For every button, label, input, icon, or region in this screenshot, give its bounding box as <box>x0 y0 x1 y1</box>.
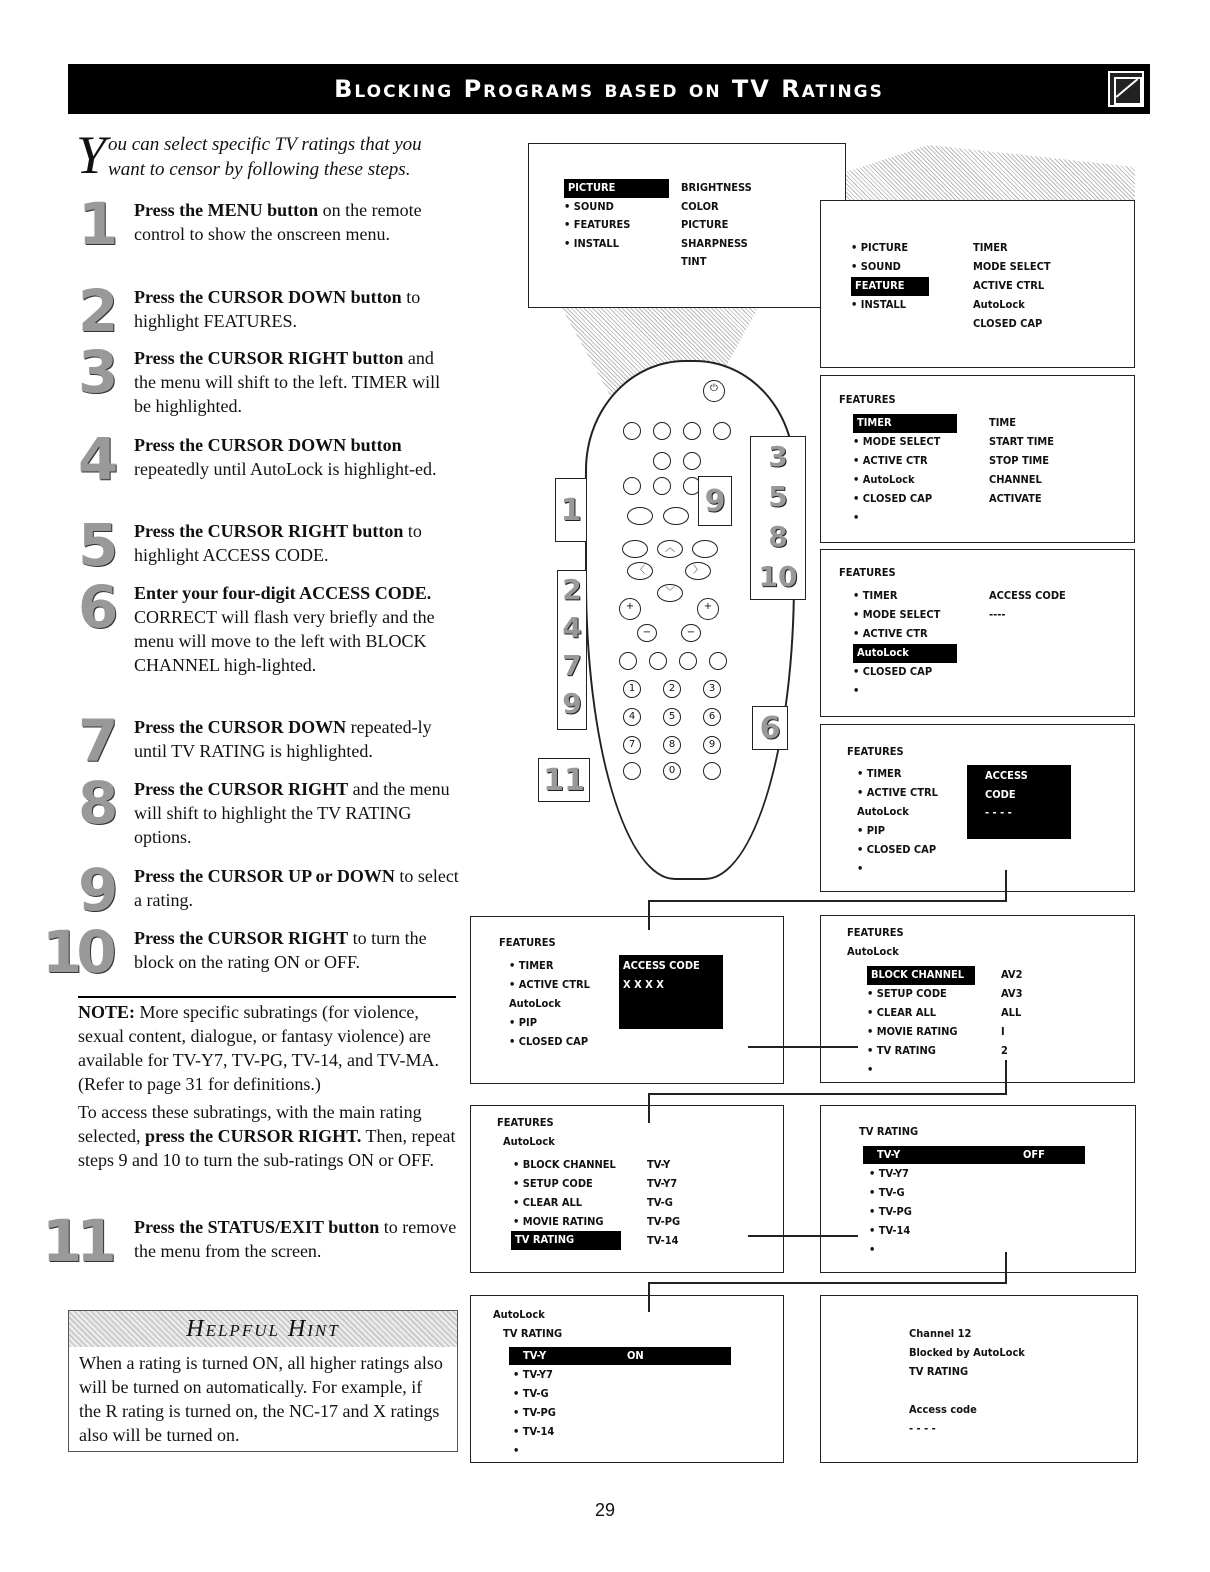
remote-button[interactable] <box>623 477 641 495</box>
note-label: NOTE: <box>78 1002 136 1022</box>
step-9 <box>70 856 460 924</box>
menu-item: • <box>513 1444 520 1457</box>
menu-option: AutoLock <box>973 298 1025 311</box>
step-number: 4 <box>78 425 119 493</box>
menu-item: • INSTALL <box>851 298 907 311</box>
callout-step: 7 <box>562 649 582 682</box>
step-7 <box>70 707 460 775</box>
menu-subtitle: AutoLock <box>503 1135 555 1148</box>
status-exit-button[interactable] <box>623 762 641 780</box>
step-detail: to remove the menu from the screen. <box>134 1217 457 1261</box>
menu-item: • FEATURES <box>564 218 631 231</box>
callout-step: 4 <box>562 611 582 644</box>
menu-item: • <box>857 862 864 875</box>
remote-button[interactable] <box>703 762 721 780</box>
menu-title: FEATURES <box>847 745 904 758</box>
helpful-hint-box <box>68 1310 458 1452</box>
menu-item: • <box>867 1063 874 1076</box>
step-instruction: Press the STATUS/EXIT button <box>134 1217 380 1237</box>
note-paragraph <box>78 996 456 1096</box>
step-2 <box>70 277 460 345</box>
menu-highlight: AutoLock <box>853 644 957 663</box>
callout-step: 2 <box>562 573 582 606</box>
menu-item: • TV RATING <box>867 1044 936 1057</box>
menu-item: • MODE SELECT <box>853 435 941 448</box>
menu-option: CLOSED CAP <box>973 317 1043 330</box>
menu-option: 2 <box>1001 1044 1008 1057</box>
menu-title: AutoLock <box>493 1308 545 1321</box>
step-instruction: Press the CURSOR RIGHT <box>134 928 349 948</box>
step-detail: repeatedly until AutoLock is highlight-ed. <box>134 459 437 479</box>
callout-step: 3 <box>768 440 788 473</box>
menu-item: • ACTIVE CTR <box>853 627 928 640</box>
menu-option: TV-G <box>647 1196 673 1209</box>
menu-option: AV3 <box>1001 987 1023 1000</box>
menu-item: • CLOSED CAP <box>853 665 933 678</box>
menu-item: • SOUND <box>564 200 614 213</box>
menu-item: • CLEAR ALL <box>513 1196 583 1209</box>
step-instruction: Press the CURSOR DOWN <box>134 717 347 737</box>
step-detail: to highlight ACCESS CODE. <box>134 521 422 565</box>
remote-button[interactable] <box>683 452 701 470</box>
callout-steps-right <box>750 436 806 600</box>
step-instruction: Press the CURSOR RIGHT button <box>134 521 404 541</box>
channel-down-button[interactable]: − <box>681 624 701 642</box>
cursor-up-button[interactable]: ︿ <box>657 540 683 558</box>
callout-steps-left <box>557 570 587 730</box>
banner-title: Blocking Programs based on TV Ratings <box>334 75 884 103</box>
blocked-rating-text: TV RATING <box>909 1365 969 1378</box>
digit-6-button[interactable]: 6 <box>703 708 721 726</box>
connector-line <box>1005 870 1007 902</box>
menu-option: ALL <box>1001 1006 1022 1019</box>
digit-9-button[interactable]: 9 <box>703 736 721 754</box>
menu-option: TINT <box>681 255 707 268</box>
digit-7-button[interactable]: 7 <box>623 736 641 754</box>
menu-highlight: TIMER <box>853 414 957 433</box>
menu-item: AutoLock <box>857 805 909 818</box>
rating-highlight: TV-Y <box>523 1349 547 1362</box>
connector-line <box>748 1046 858 1048</box>
channel-button[interactable] <box>663 507 689 525</box>
page-number: 29 <box>594 1500 616 1520</box>
menu-item: • INSTALL <box>564 237 620 250</box>
menu-item: • ACTIVE CTR <box>853 454 928 467</box>
connector-line <box>1005 1252 1007 1284</box>
note-text: More specific subratings (for violence, sexual content, dialogue, or fantasy violence) are available for TV-Y7, TV-PG, TV-14, and TV-MA. (Refer to page 31 for definitions.) <box>78 1002 439 1094</box>
step-number: 3 <box>78 338 119 406</box>
step-detail: repeated-ly until TV RATING is highlighted. <box>134 717 432 761</box>
menu-highlight: PICTURE <box>564 179 669 198</box>
menu-screen-access-code-empty <box>820 724 1135 892</box>
menu-item: • TV-G <box>513 1387 549 1400</box>
menu-item: • <box>853 684 860 697</box>
step-instruction: Press the CURSOR RIGHT <box>134 779 349 799</box>
menu-highlight: TV RATING <box>511 1231 621 1250</box>
rating-highlight-row <box>863 1146 1085 1164</box>
access-code-label: Access code <box>909 1403 977 1416</box>
subratings-paragraph <box>78 1100 456 1172</box>
menu-subtitle: AutoLock <box>847 945 899 958</box>
menu-screen-tv-rating-select <box>470 1105 784 1273</box>
menu-item: • SETUP CODE <box>513 1177 593 1190</box>
menu-item: • MOVIE RATING <box>513 1215 604 1228</box>
menu-screen-timer <box>820 375 1135 543</box>
remote-button[interactable] <box>653 422 671 440</box>
step-number: 10 <box>42 918 111 986</box>
step-1 <box>70 190 460 258</box>
connector-line <box>648 1282 1007 1284</box>
remote-button[interactable] <box>653 477 671 495</box>
step-detail: to select a rating. <box>134 866 459 910</box>
menu-item: • TIMER <box>857 767 902 780</box>
digit-2-button[interactable]: 2 <box>663 680 681 698</box>
intro-dropcap: Y <box>76 125 107 185</box>
menu-option: MODE SELECT <box>973 260 1051 273</box>
digit-8-button[interactable]: 8 <box>663 736 681 754</box>
menu-option: ACCESS CODE <box>989 589 1066 602</box>
rating-highlight-row <box>509 1347 731 1365</box>
menu-item: • TV-14 <box>513 1425 555 1438</box>
menu-item: • MOVIE RATING <box>867 1025 958 1038</box>
menu-screen-main <box>528 143 846 308</box>
connector-line <box>1005 1060 1007 1095</box>
access-code-value: - - - - <box>909 1422 936 1435</box>
step-8 <box>70 769 460 849</box>
menu-item: • TV-Y7 <box>869 1167 909 1180</box>
callout-step: 9 <box>562 687 582 720</box>
menu-option: STOP TIME <box>989 454 1050 467</box>
access-code-box <box>967 765 1071 839</box>
menu-option: TV-Y7 <box>647 1177 678 1190</box>
callout-step: 5 <box>768 480 788 513</box>
step-instruction: Press the CURSOR RIGHT button <box>134 348 404 368</box>
step-number: 9 <box>78 856 119 924</box>
menu-item: • MODE SELECT <box>853 608 941 621</box>
digit-0-button[interactable]: 0 <box>663 762 681 780</box>
connector-line <box>748 1235 858 1237</box>
cursor-right-button[interactable]: 〉 <box>685 562 711 580</box>
menu-option: TV-PG <box>647 1215 681 1228</box>
connector-line <box>648 900 650 930</box>
menu-option: SHARPNESS <box>681 237 748 250</box>
menu-item: • <box>853 511 860 524</box>
menu-option: AV2 <box>1001 968 1023 981</box>
remote-button[interactable] <box>623 422 641 440</box>
menu-item: • BLOCK CHANNEL <box>513 1158 616 1171</box>
callout-step: 8 <box>768 520 788 553</box>
menu-option: TIME <box>989 416 1017 429</box>
menu-option: START TIME <box>989 435 1055 448</box>
menu-item: • TV-Y7 <box>513 1368 553 1381</box>
remote-button[interactable] <box>713 422 731 440</box>
menu-screen-tv-rating-on <box>470 1295 784 1463</box>
remote-button[interactable] <box>683 422 701 440</box>
remote-button[interactable] <box>679 652 697 670</box>
rating-highlight: TV-Y <box>877 1148 901 1161</box>
step-number: 8 <box>78 769 119 837</box>
blocked-channel-text: Channel 12 <box>909 1327 972 1340</box>
step-number: 2 <box>78 277 119 345</box>
digit-1-button[interactable]: 1 <box>623 680 641 698</box>
menu-option: TV-14 <box>647 1234 679 1247</box>
callout-step: 6 <box>752 706 788 750</box>
step-detail: on the remote control to show the onscreen menu. <box>134 200 422 244</box>
intro-text: ou can select specific TV ratings that you want to censor by following these steps. <box>108 134 422 180</box>
menu-option: ACTIVE CTRL <box>973 279 1045 292</box>
menu-item: • ACTIVE CTRL <box>509 978 590 991</box>
step-detail: CORRECT will flash very briefly and the menu will move to the left with BLOCK CHANNEL high-lighted. <box>134 607 435 675</box>
callout-step: 1 <box>555 478 587 542</box>
menu-item: • PIP <box>857 824 885 837</box>
menu-title: FEATURES <box>839 393 896 406</box>
blocked-by-text: Blocked by AutoLock <box>909 1346 1025 1359</box>
step-5 <box>70 511 460 579</box>
digit-4-button[interactable]: 4 <box>623 708 641 726</box>
cursor-down-button[interactable]: ﹀ <box>657 584 683 602</box>
menu-option: CHANNEL <box>989 473 1042 486</box>
access-code-value: X X X X <box>623 977 664 991</box>
step-4 <box>70 425 460 493</box>
menu-title: FEATURES <box>499 936 556 949</box>
menu-title: FEATURES <box>847 926 904 939</box>
connector-line <box>648 1282 650 1312</box>
menu-item: • PICTURE <box>851 241 909 254</box>
volume-down-button[interactable]: − <box>637 624 657 642</box>
step-number: 1 <box>78 190 119 258</box>
menu-item: • SOUND <box>851 260 901 273</box>
page-banner <box>68 64 1150 114</box>
menu-option: ---- <box>989 608 1006 621</box>
menu-item: • AutoLock <box>853 473 915 486</box>
subratings-text-end: Then, repeat steps 9 and 10 to turn the sub-ratings ON or OFF. <box>78 1126 456 1170</box>
subratings-text: To access these subratings, with the main rating selected, <box>78 1102 422 1146</box>
channel-up-button[interactable]: + <box>697 598 719 620</box>
menu-option: COLOR <box>681 200 719 213</box>
menu-item: • <box>869 1243 876 1256</box>
menu-item: • CLOSED CAP <box>853 492 933 505</box>
menu-item: • CLOSED CAP <box>857 843 937 856</box>
remote-button[interactable] <box>709 652 727 670</box>
menu-option: TIMER <box>973 241 1008 254</box>
menu-screen-block-channel <box>820 915 1135 1083</box>
menu-item: AutoLock <box>509 997 561 1010</box>
step-instruction: Enter your four-digit ACCESS CODE. <box>134 583 432 603</box>
menu-item: • CLOSED CAP <box>509 1035 589 1048</box>
menu-title: FEATURES <box>497 1116 554 1129</box>
subratings-bold: press the CURSOR RIGHT. <box>144 1126 362 1146</box>
step-11 <box>42 1207 460 1275</box>
hint-text: When a rating is turned ON, all higher ratings also will be turned on automatically. For example, if the R rating is turned on, the NC-17 and X ratings also will be turned on. <box>79 1353 443 1445</box>
menu-item: • TIMER <box>509 959 554 972</box>
step-3 <box>70 338 460 418</box>
rating-status: OFF <box>1023 1148 1045 1161</box>
digit-5-button[interactable]: 5 <box>663 708 681 726</box>
menu-item: • CLEAR ALL <box>867 1006 937 1019</box>
step-number: 5 <box>78 511 119 579</box>
step-detail: to turn the block on the rating ON or OFF. <box>134 928 427 972</box>
connector-line <box>648 900 1007 902</box>
step-instruction: Press the MENU button <box>134 200 319 220</box>
menu-item: • SETUP CODE <box>867 987 947 1000</box>
connector-line <box>648 1093 650 1123</box>
menu-item: • TV-PG <box>513 1406 556 1419</box>
menu-item: • PIP <box>509 1016 537 1029</box>
access-code-title: ACCESS CODE <box>623 959 700 972</box>
menu-screen-access-code-entered <box>470 916 784 1084</box>
menu-title: TV RATING <box>859 1125 919 1138</box>
connector-line <box>648 1093 1007 1095</box>
step-number: 7 <box>78 707 119 775</box>
menu-item: • TV-G <box>869 1186 905 1199</box>
menu-highlight: BLOCK CHANNEL <box>867 966 975 985</box>
sound-button[interactable] <box>627 507 653 525</box>
menu-option: BRIGHTNESS <box>681 181 752 194</box>
cursor-left-button[interactable]: 〈 <box>627 562 653 580</box>
step-instruction: Press the CURSOR DOWN button <box>134 287 402 307</box>
menu-option: PICTURE <box>681 218 729 231</box>
step-detail: and the menu will shift to the left. TIMER will be highlighted. <box>134 348 441 416</box>
remote-button[interactable] <box>649 652 667 670</box>
access-code-title: ACCESS CODE <box>985 769 1028 801</box>
step-detail: to highlight FEATURES. <box>134 287 421 331</box>
callout-step: 9 <box>698 476 732 526</box>
step-number: 6 <box>78 573 119 641</box>
menu-screen-autolock <box>820 549 1135 717</box>
remote-button[interactable] <box>619 652 637 670</box>
step-6 <box>70 573 460 677</box>
menu-highlight: FEATURE <box>851 277 929 296</box>
volume-up-button[interactable]: + <box>619 598 641 620</box>
menu-item: • ACTIVE CTRL <box>857 786 938 799</box>
access-code-value: - - - - <box>985 806 1012 819</box>
menu-screen-tv-rating-off <box>820 1105 1136 1273</box>
menu-button[interactable] <box>622 540 648 558</box>
menu-screen-features <box>820 200 1135 368</box>
step-10 <box>42 918 460 986</box>
callout-step: 10 <box>758 560 798 593</box>
rating-status: ON <box>627 1349 644 1362</box>
menu-title: FEATURES <box>839 566 896 579</box>
menu-subtitle: TV RATING <box>503 1327 563 1340</box>
access-code-box <box>619 955 723 1029</box>
menu-option: TV-Y <box>647 1158 671 1171</box>
tv-lock-icon <box>1108 71 1144 107</box>
menu-item: • TV-PG <box>869 1205 912 1218</box>
digit-3-button[interactable]: 3 <box>703 680 721 698</box>
menu-item: • TIMER <box>853 589 898 602</box>
menu-item: • TV-14 <box>869 1224 911 1237</box>
menu-option: I <box>1001 1025 1005 1038</box>
step-detail: and the menu will shift to highlight the TV RATING options. <box>134 779 450 847</box>
step-instruction: Press the CURSOR DOWN button <box>134 435 402 455</box>
callout-step: 11 <box>538 758 590 802</box>
intro-paragraph <box>76 125 456 185</box>
menu-option: ACTIVATE <box>989 492 1042 505</box>
power-button[interactable]: ⏻ <box>703 380 725 402</box>
step-instruction: Press the CURSOR UP or DOWN <box>134 866 395 886</box>
menu-screen-channel-blocked <box>820 1295 1138 1463</box>
step-number: 11 <box>42 1207 111 1275</box>
cursor-right-button[interactable] <box>692 540 718 558</box>
remote-button[interactable] <box>653 452 671 470</box>
hint-title: Helpful Hint <box>69 1311 457 1347</box>
